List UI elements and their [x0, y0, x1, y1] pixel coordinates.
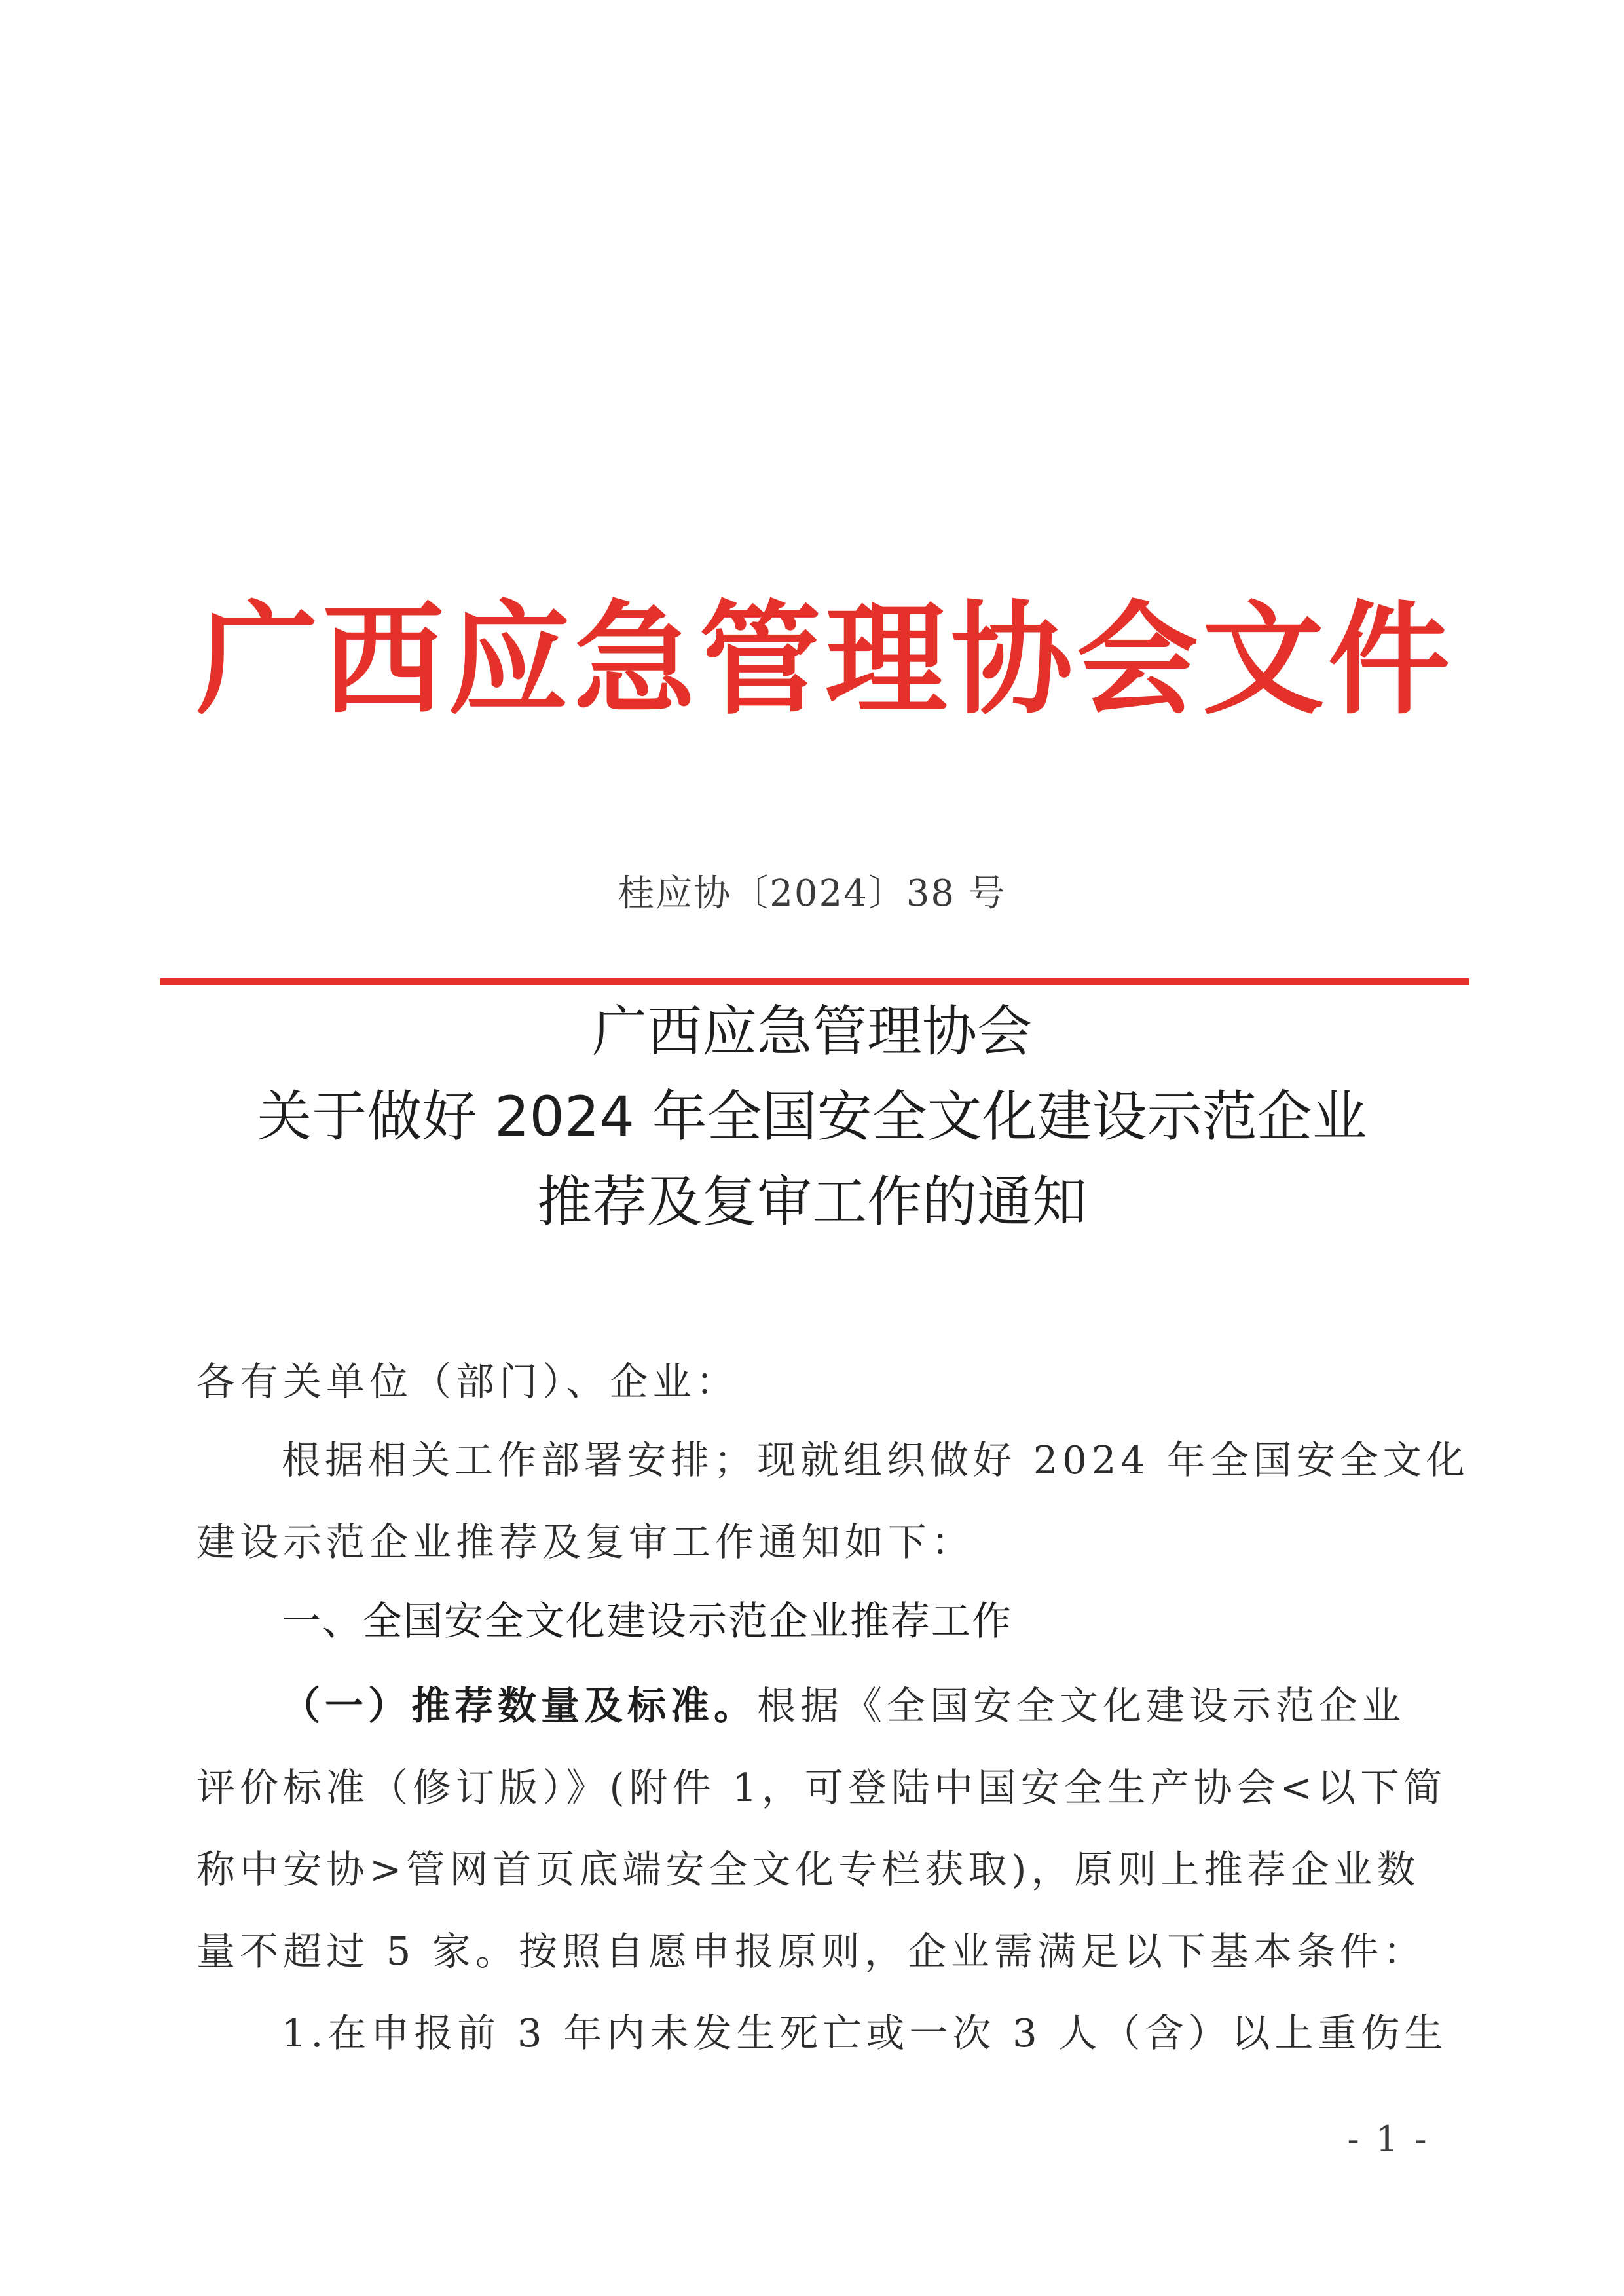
intro-line-2: 建设示范企业推荐及复审工作通知如下：	[196, 1519, 975, 1565]
item-1-line-2: 评价标准（修订版）》(附件 1，可登陆中国安全生产协会<以下简	[196, 1765, 1447, 1810]
intro-line-1: 根据相关工作部署安排；现就组织做好 2024 年全国安全文化	[282, 1437, 1469, 1483]
item-1-line-4: 量不超过 5 家。按照自愿申报原则，企业需满足以下基本条件：	[196, 1929, 1427, 1974]
item-1-line-1	[282, 1683, 1428, 1730]
item-1-line-1-text: 根据《全国安全文化建设示范企业	[757, 1683, 1406, 1728]
title-line-1: 广西应急管理协会	[591, 999, 1032, 1064]
item-1-heading: （一）推荐数量及标准。	[282, 1683, 758, 1728]
issuer-header: 广西应急管理协会文件	[196, 587, 1454, 731]
red-divider	[160, 978, 1469, 985]
title-line-3: 推荐及复审工作的通知	[536, 1170, 1087, 1234]
title-line-2: 关于做好 2024 年全国安全文化建设示范企业	[257, 1084, 1367, 1149]
section-1-heading: 一、全国安全文化建设示范企业推荐工作	[282, 1599, 1012, 1644]
page-number: - 1 -	[1347, 2119, 1430, 2160]
document-number: 桂应协〔2024〕38 号	[618, 872, 1006, 915]
salutation: 各有关单位（部门）、企业：	[196, 1359, 739, 1404]
condition-1-line-1: 1.在申报前 3 年内未发生死亡或一次 3 人（含）以上重伤生	[282, 2010, 1448, 2056]
item-1-line-3: 称中安协>管网首页底端安全文化专栏获取)，原则上推荐企业数	[196, 1847, 1420, 1892]
